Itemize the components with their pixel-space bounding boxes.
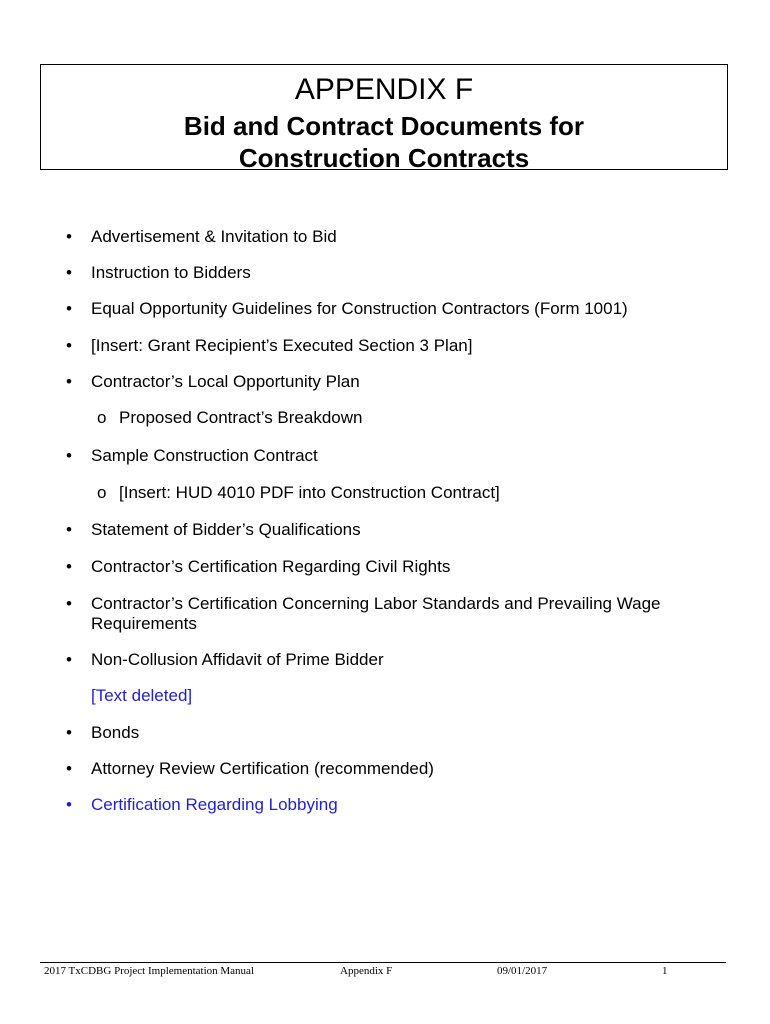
list-item: Equal Opportunity Guidelines for Construction Contractors (Form 1001) <box>91 299 628 318</box>
list-item-lobbying: Certification Regarding Lobbying <box>91 795 338 814</box>
sub-bullet-icon: o <box>97 483 107 502</box>
list-item: Advertisement & Invitation to Bid <box>91 227 337 246</box>
appendix-subtitle-line2: Construction Contracts <box>238 143 530 173</box>
title-box <box>40 64 728 173</box>
list-item: Attorney Review Certification (recommended) <box>91 759 434 778</box>
list-item: Instruction to Bidders <box>91 263 251 282</box>
bullet-icon: • <box>66 227 72 246</box>
appendix-subtitle-line1: Bid and Contract Documents for <box>183 111 585 141</box>
bullet-icon: • <box>66 759 72 778</box>
bullet-icon: • <box>66 299 72 318</box>
deleted-text-note: [Text deleted] <box>91 686 193 705</box>
bullet-icon: • <box>66 594 72 613</box>
footer-page-number: 1 <box>662 965 668 977</box>
list-item: Statement of Bidder’s Qualifications <box>91 520 361 539</box>
bullet-icon: • <box>66 650 72 669</box>
list-item: Contractor’s Local Opportunity Plan <box>91 372 360 391</box>
list-item: Contractor’s Certification Concerning Labor Standards and Prevailing Wage Requirements <box>91 594 661 633</box>
list-item: Non-Collusion Affidavit of Prime Bidder <box>91 650 384 669</box>
sub-list-item: Proposed Contract’s Breakdown <box>119 408 363 427</box>
bullet-icon: • <box>66 723 72 742</box>
footer-section: Appendix F <box>340 965 393 977</box>
footer-date: 09/01/2017 <box>497 965 548 977</box>
sub-list-item: [Insert: HUD 4010 PDF into Construction Contract] <box>119 483 500 502</box>
bullet-icon: • <box>66 263 72 282</box>
footer-manual-title: 2017 TxCDBG Project Implementation Manual <box>44 965 254 977</box>
list-item: [Insert: Grant Recipient’s Executed Section 3 Plan] <box>91 336 473 355</box>
bullet-icon: • <box>66 372 72 391</box>
sub-bullet-icon: o <box>97 408 107 427</box>
bullet-icon: • <box>66 336 72 355</box>
list-item: Sample Construction Contract <box>91 446 318 465</box>
bullet-icon: • <box>66 557 72 576</box>
list-item: Contractor’s Certification Regarding Civil Rights <box>91 557 451 576</box>
bullet-icon: • <box>66 520 72 539</box>
bullet-icon: • <box>66 795 72 814</box>
bullet-icon: • <box>66 446 72 465</box>
list-item: Bonds <box>91 723 140 742</box>
appendix-title: APPENDIX F <box>294 73 474 106</box>
footer-divider <box>40 962 726 963</box>
